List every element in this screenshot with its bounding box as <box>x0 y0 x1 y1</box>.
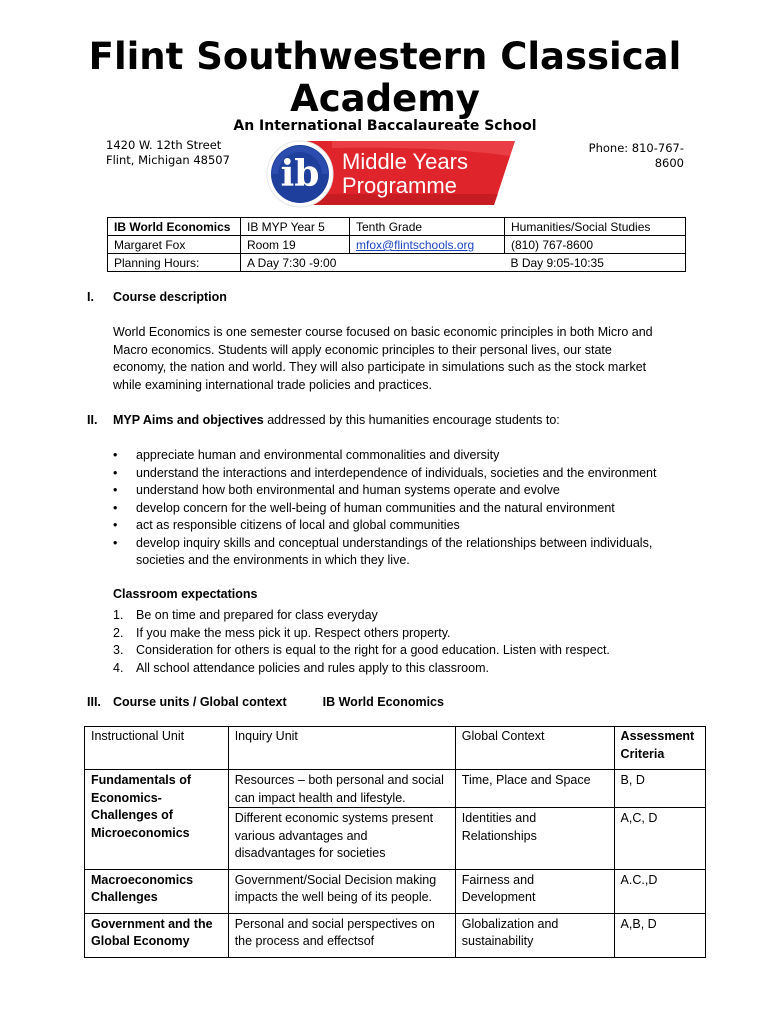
section-number: I. <box>87 290 94 304</box>
description-line: Macro economics. Students will apply economic principles to their personal lives, our state <box>113 342 612 357</box>
room-number: Room 19 <box>241 236 350 254</box>
list-item: 2. If you make the mess pick it up. Respect others property. <box>113 625 451 640</box>
global-context-cell: Identities and Relationships <box>455 808 614 870</box>
list-item: • understand how both environmental and human systems operate and evolve <box>113 483 560 497</box>
column-header: Global Context <box>455 727 614 770</box>
column-header: Instructional Unit <box>85 727 229 770</box>
course-name: IB World Economics <box>108 218 241 236</box>
table-header-row <box>85 727 706 770</box>
description-line: World Economics is one semester course focused on basic economic principles in both Micro and <box>113 325 653 339</box>
section-title: Course description <box>113 290 227 304</box>
section-title: Course units / Global context <box>113 695 287 709</box>
inquiry-unit-cell: Personal and social perspectives on the process and effectsof <box>228 913 455 957</box>
logo-text-line2: Programme <box>342 173 457 198</box>
inquiry-unit-cell: Government/Social Decision making impacts the well being of its people. <box>228 869 455 913</box>
column-header: Assessment Criteria <box>614 727 705 770</box>
course-description <box>113 324 673 394</box>
assessment-criteria-cell: A,B, D <box>614 913 705 957</box>
list-item: • appreciate human and environmental commonalities and diversity <box>113 448 500 462</box>
logo-ib-text: ib <box>280 153 320 195</box>
address-city: Flint, Michigan 48507 <box>106 153 230 167</box>
list-item: 3. Consideration for others is equal to the right for a good education. Listen with respect. <box>113 643 610 657</box>
list-item: • understand the interactions and interdependence of individuals, societies and the environment <box>113 465 657 480</box>
ib-myp-logo <box>262 138 515 208</box>
school-subtitle: An International Baccalaureate School <box>233 118 537 134</box>
section-aims-heading <box>87 413 560 427</box>
instructional-unit-cell: Government and the Global Economy <box>85 913 229 957</box>
aims-list <box>113 447 678 570</box>
section-title-rest: addressed by this humanities encourage students to: <box>263 413 560 427</box>
expectations-heading: Classroom expectations <box>113 587 258 601</box>
info-row <box>108 254 686 272</box>
teacher-phone: (810) 767-8600 <box>505 236 686 254</box>
planning-b-day: B Day 9:05-10:35 <box>510 256 604 270</box>
column-header: Inquiry Unit <box>228 727 455 770</box>
expectations-list <box>113 607 678 677</box>
description-line: economy, the nation and world. They will also participate in simulations such as the stock market <box>113 360 647 374</box>
list-item: 4. All school attendance policies and rules apply to this classroom. <box>113 660 489 675</box>
table-row <box>85 770 706 808</box>
school-address <box>106 138 230 168</box>
planning-empty <box>350 254 505 272</box>
section-course-description-heading <box>87 290 227 304</box>
school-name <box>60 36 710 120</box>
planning-label: Planning Hours: <box>108 254 241 272</box>
global-context-cell: Globalization and sustainability <box>455 913 614 957</box>
list-item: • develop inquiry skills and conceptual understandings of the relationships between individuals, societies and the environments in which they live. <box>113 535 653 567</box>
section-number: II. <box>87 413 98 427</box>
list-item: 1. Be on time and prepared for class everyday <box>113 608 378 622</box>
section-number: III. <box>87 695 101 709</box>
inquiry-unit-cell: Resources – both personal and social can impact health and lifestyle. <box>228 770 455 808</box>
list-item: • act as responsible citizens of local and global communities <box>113 518 460 532</box>
table-row <box>85 869 706 913</box>
info-row <box>108 218 686 236</box>
program-year: IB MYP Year 5 <box>241 218 350 236</box>
grade-level: Tenth Grade <box>350 218 505 236</box>
section-title: MYP Aims and objectives <box>113 413 264 427</box>
course-units-table <box>84 726 706 958</box>
global-context-cell: Time, Place and Space <box>455 770 614 808</box>
instructional-unit-cell: Macroeconomics Challenges <box>85 869 229 913</box>
school-name-line2: Academy <box>290 77 480 120</box>
table-row <box>85 913 706 957</box>
list-item-continuation: societies and the environments in which they live. <box>136 553 410 567</box>
logo-text-line1: Middle Years <box>342 149 468 174</box>
description-line: while examining international trade policies and practices. <box>113 377 432 392</box>
department: Humanities/Social Studies <box>505 218 686 236</box>
section-course-name: IB World Economics <box>322 695 444 709</box>
teacher-email-link[interactable]: mfox@flintschools.org <box>356 238 475 252</box>
course-info-table <box>107 217 686 272</box>
assessment-criteria-cell: B, D <box>614 770 705 808</box>
assessment-criteria-cell: A.C.,D <box>614 869 705 913</box>
assessment-criteria-cell: A,C, D <box>614 808 705 870</box>
planning-a-day: A Day 7:30 -9:00 <box>247 256 337 270</box>
address-street: 1420 W. 12th Street <box>106 138 222 152</box>
section-course-units-heading <box>87 695 444 709</box>
school-name-line1: Flint Southwestern Classical <box>88 35 682 78</box>
phone-line1: Phone: 810-767- <box>588 141 684 155</box>
info-row <box>108 236 686 254</box>
global-context-cell: Fairness and Development <box>455 869 614 913</box>
inquiry-unit-cell: Different economic systems present various advantages and disadvantages for societies <box>228 808 455 870</box>
school-phone <box>578 141 684 171</box>
teacher-email-cell <box>350 236 505 254</box>
teacher-name: Margaret Fox <box>108 236 241 254</box>
instructional-unit-cell: Fundamentals of Economics- Challenges of Microeconomics <box>85 770 229 870</box>
phone-line2: 8600 <box>654 156 684 170</box>
list-item: • develop concern for the well-being of human communities and the natural environment <box>113 500 615 515</box>
